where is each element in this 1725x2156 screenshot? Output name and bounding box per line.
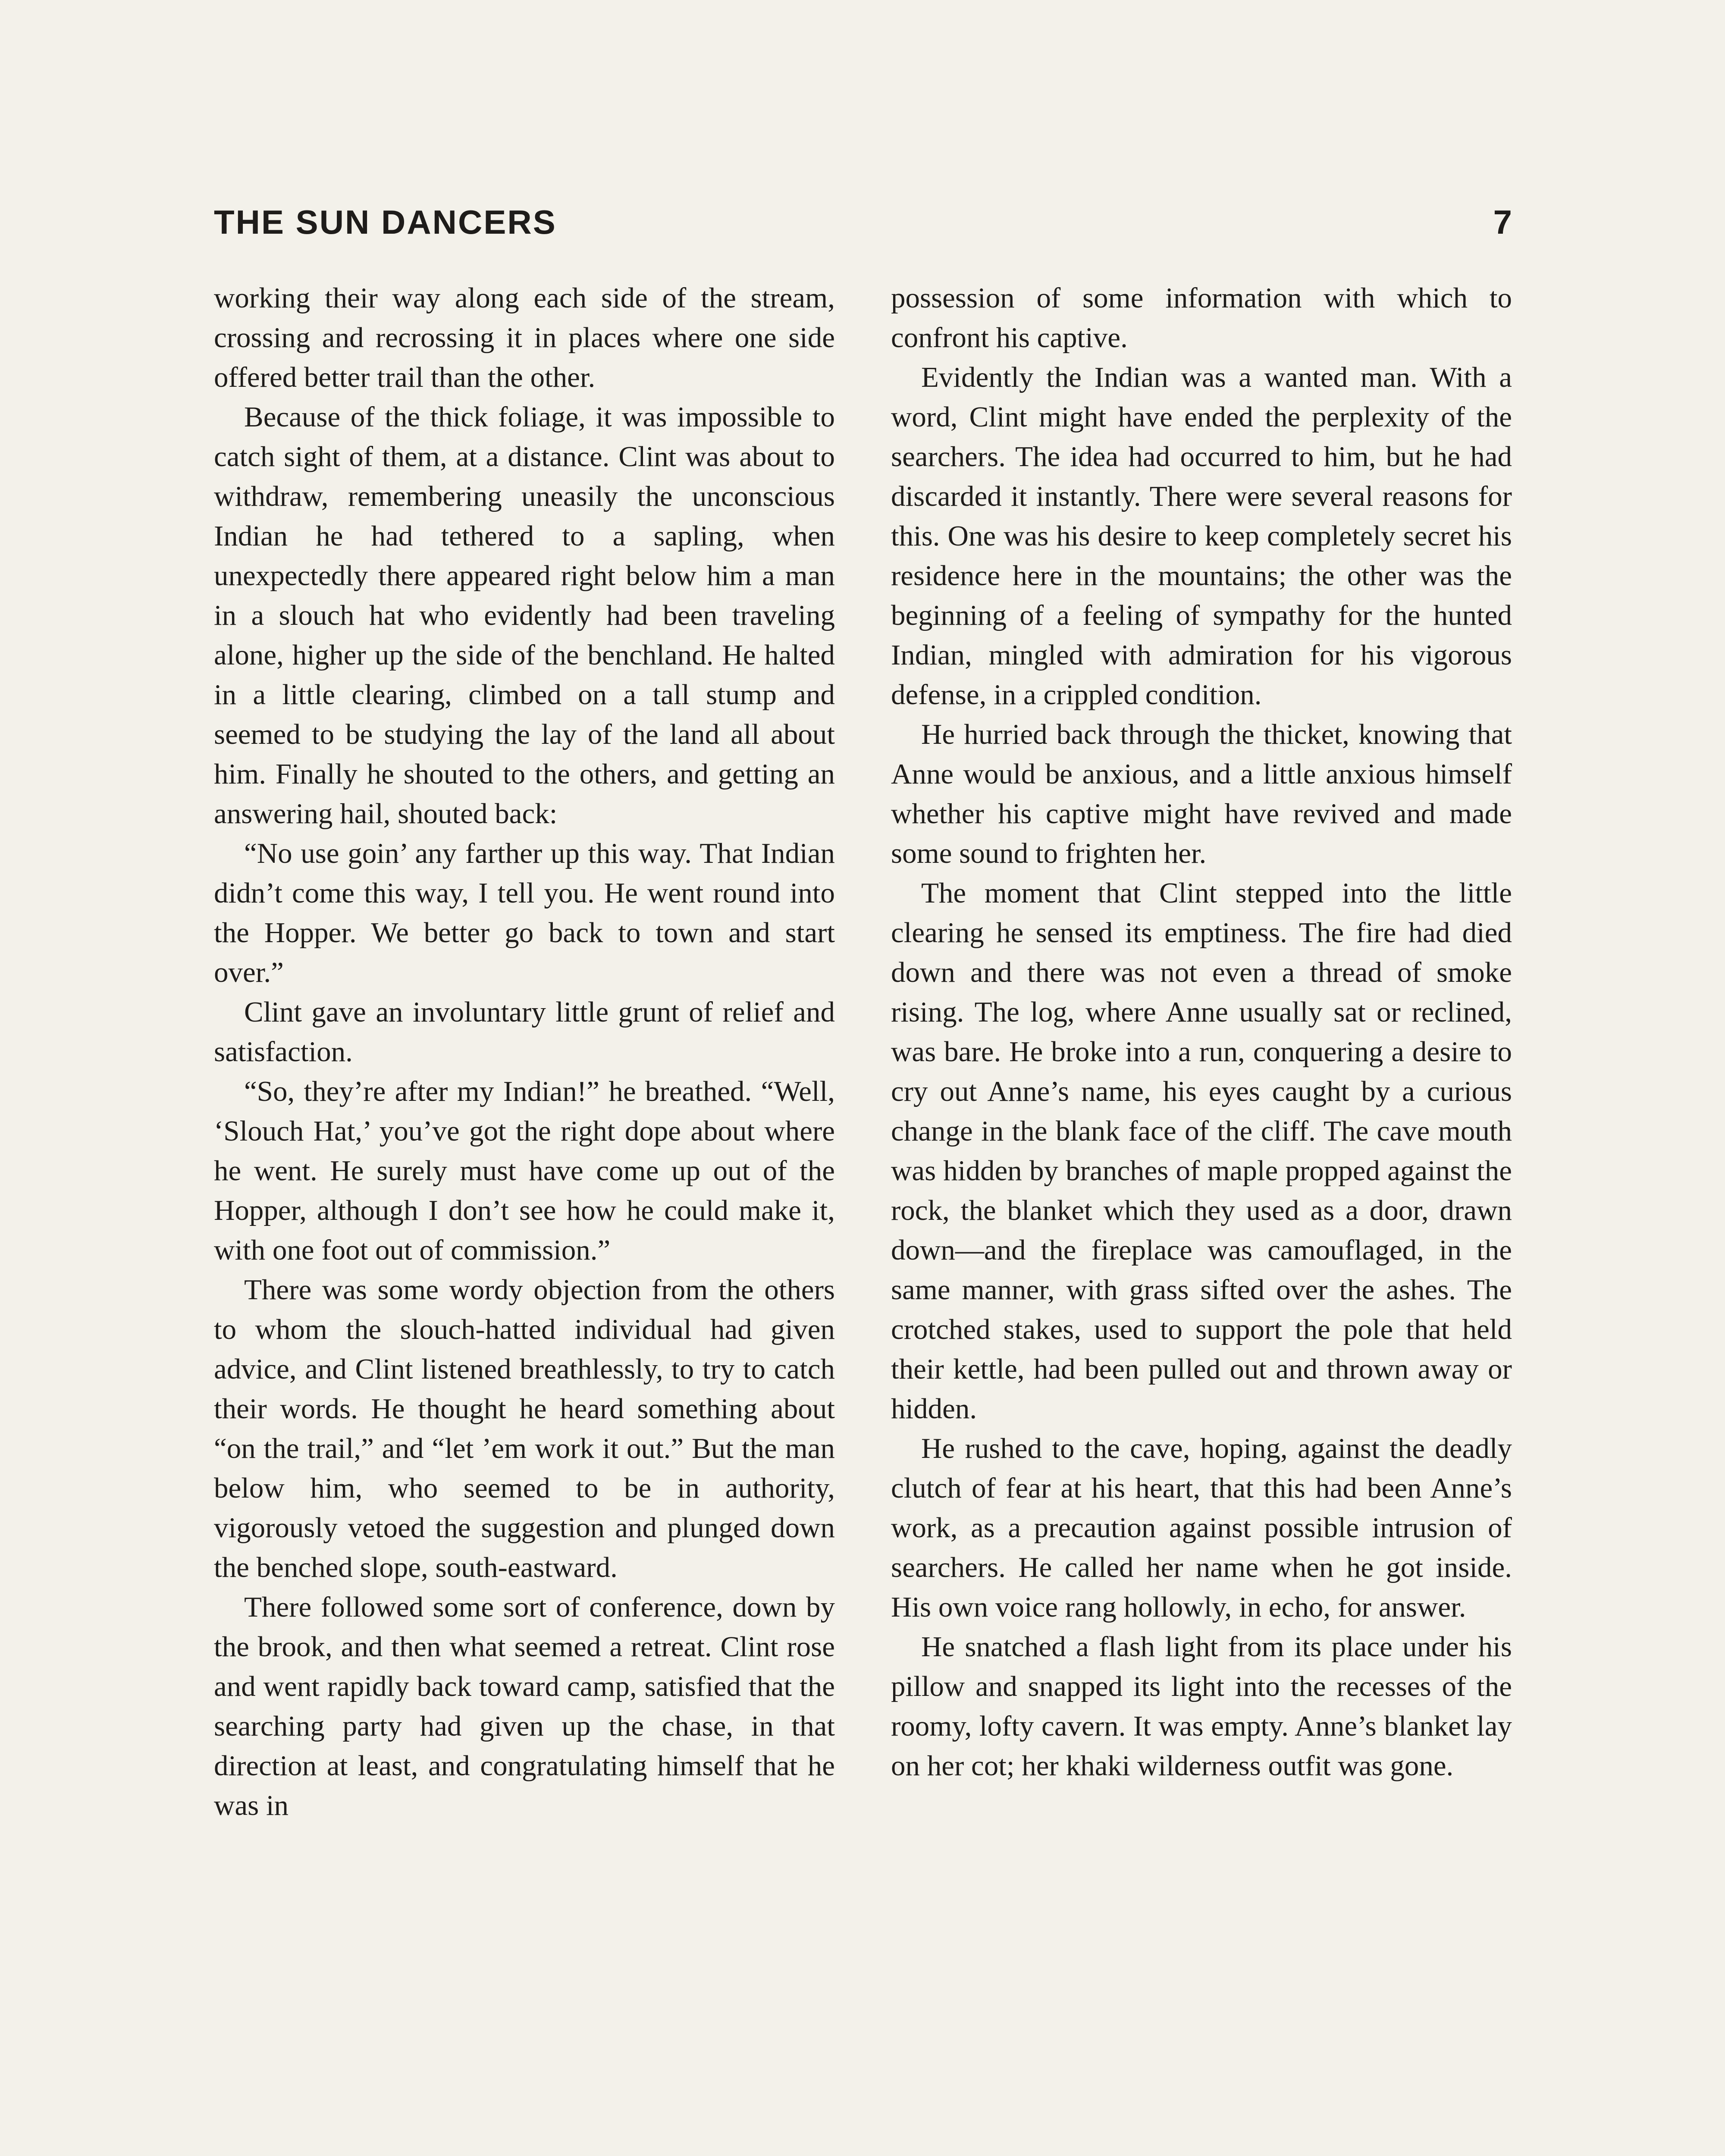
paragraph: Clint gave an involuntary little grunt of relief and satisfaction. [214,996,835,1068]
paragraph: working their way along each side of the stream, crossing and recrossing it in places where one side offered better trail than the other. [214,282,835,393]
paragraph: “No use goin’ any farther up this way. That Indian didn’t come this way, I tell you. He went round into the Hopper. We better go back to town and start over.” [214,837,835,988]
paragraph: Evidently the Indian was a wanted man. With a word, Clint might have ended the perplexity of the searchers. The idea had occurred to him, but he had discarded it instantly. There were several reasons for this. One was his desire to keep completely secret his residence here in the mountains; the other was the beginning of a feeling of sympathy for the hunted Indian, mingled with admiration for his vigorous defense, in a crippled condition. [891,361,1512,711]
page-number: 7 [1493,203,1512,241]
paragraph: He rushed to the cave, hoping, against the deadly clutch of fear at his heart, that this had been Anne’s work, as a precaution against possible intrusion of searchers. He called her name when he got inside. His own voice rang hollowly, in echo, for answer. [891,1432,1512,1623]
left-column [214,278,835,2156]
paragraph: The moment that Clint stepped into the little clearing he sensed its emptiness. The fire had died down and there was not even a thread of smoke rising. The log, where Anne usually sat or reclined, was bare. He broke into a run, conquering a desire to cry out Anne’s name, his eyes caught by a curious change in the blank face of the cliff. The cave mouth was hidden by branches of maple propped against the rock, the blanket which they used as a door, drawn down—and the fireplace was camouflaged, in the same manner, with grass sifted over the ashes. The crotched stakes, used to support the pole that held their kettle, had been pulled out and thrown away or hidden. [891,877,1512,1425]
paragraph: Because of the thick foliage, it was impossible to catch sight of them, at a distance. Clint was about to withdraw, remembering uneasily the unconscious Indian he had tethered to a sapling, when unexpectedly there appeared right below him a man in a slouch hat who evidently had been traveling alone, higher up the side of the benchland. He halted in a little clearing, climbed on a tall stump and seemed to be studying the lay of the land all about him. Finally he shouted to the others, and getting an answering hail, shouted back: [214,401,835,830]
page-header [214,203,1512,254]
paragraph: There was some wordy objection from the others to whom the slouch-hatted individual had given advice, and Clint listened breathlessly, to try to catch their words. He thought he heard something about “on the trail,” and “let ’em work it out.” But the man below him, who seemed to be in authority, vigorously vetoed the suggestion and plunged down the benched slope, south-eastward. [214,1274,835,1583]
paragraph: possession of some information with which to confront his captive. [891,282,1512,354]
paragraph: He snatched a flash light from its place under his pillow and snapped its light into the recesses of the roomy, lofty cavern. It was empty. Anne’s blanket lay on her cot; her khaki wilderness outfit was gone. [891,1631,1512,1782]
text-columns [214,278,1512,2156]
running-title: THE SUN DANCERS [214,203,557,241]
paragraph: He hurried back through the thicket, knowing that Anne would be anxious, and a little anxious himself whether his captive might have revived and made some sound to frighten her. [891,718,1512,869]
paragraph: “So, they’re after my Indian!” he breathed. “Well, ‘Slouch Hat,’ you’ve got the right dope about where he went. He surely must have come up out of the Hopper, although I don’t see how he could make it, with one foot out of commission.” [214,1075,835,1266]
paragraph: There followed some sort of conference, down by the brook, and then what seemed a retreat. Clint rose and went rapidly back toward camp, satisfied that the searching party had given up the chase, in that direction at least, and congratulating himself that he was in [214,1591,835,1821]
right-column [891,278,1512,2156]
